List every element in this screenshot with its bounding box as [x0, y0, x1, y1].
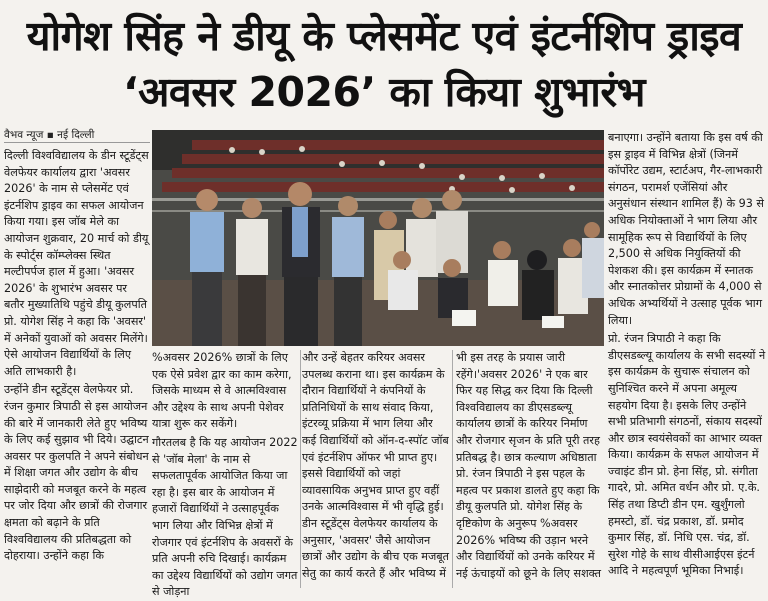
headline-line-1: योगेश सिंह ने डीयू के प्लेसमेंट एवं इंटर्नशिप ड्राइव [26, 12, 742, 60]
event-photo-illustration [152, 130, 604, 346]
event-photo [152, 130, 604, 346]
article-column-4 [456, 350, 604, 588]
paragraph: %अवसर 2026% छात्रों के लिए एक ऐसे प्रवेश द्वार का काम करेगा, जिसके माध्यम से वे आत्मविश्वास और उद्देश्य के साथ अपनी पेशेवर यात्रा शुरू कर सकेंगे। [152, 351, 292, 431]
paragraph: प्रो. रंजन त्रिपाठी ने कहा कि डीएसडब्ल्यू कार्यालय के सभी सदस्यों ने इस कार्यक्रम के सुचारू संचालन को सुनिश्चित करने में अपना अमूल्य सहयोग दिया है। इसके लिए उन्होंने सभी प्रतिभागी संगठनों, संकाय सदस्यों और छात्र स्वयंसेवकों का आभार व्यक्त किया। कार्यक्रम के सफल आयोजन में ज्वाइंट डीन प्रो. हेना सिंह, प्रो. संगीता गादरे, प्रो. अमित वर्धन और प्रो. ए.के. सिंह तथा डिप्टी डीन एम. खुर्शुंगलो हमस्टो, डॉ. चंद्र प्रकाश, डॉ. प्रमोद कुमार सिंह, डॉ. निधि एस. चंद्र, डॉ. सुरेश गोहे के साथ वीसीआईएस इंटर्न आदि ने महत्वपूर्ण भूमिका निभाई। [608, 332, 766, 578]
column-divider [452, 350, 453, 588]
article-column-2 [152, 350, 298, 599]
column-divider [300, 350, 301, 588]
headline [0, 0, 768, 120]
headline-line-2: ‘अवसर 2026’ का किया शुभारंभ [123, 68, 645, 116]
paragraph: दिल्ली विश्वविद्यालय के डीन स्टूडेंट्स वेलफेयर कार्यालय द्वारा 'अवसर 2026' के नाम से प्लेसमेंट एवं इंटर्नशिप ड्राइव का सफल आयोजन किया गया। इस जॉब मेले का आयोजन शुक्रवार, 20 मार्च को डीयू के स्पोर्ट्स कॉम्प्लेक्स स्थित मल्टीपर्पज हाल में हुआ। 'अवसर 2026' के शुभारंभ अवसर पर बतौर मुख्यातिथि पहुंचे डीयू कुलपति प्रो. योगेश सिंह ने कहा कि 'अवसर' में अनेकों युवाओं को अवसर मिलेंगे। ऐसे आयोजन विद्यार्थियों के लिए अति लाभकारी है। [4, 149, 149, 378]
article-column-5 [608, 130, 768, 588]
dateline: वैभव न्यूज ▪ नई दिल्ली [4, 128, 150, 143]
paragraph: उन्होंने डीन स्टूडेंट्स वेलफेयर प्रो. रंजन कुमार त्रिपाठी से इस आयोजन की बारे में जानकारी लेते हुए भविष्य के लिए कई सुझाव भी दिये। उद्घाटन अवसर पर कुलपति ने अपने संबोधन में शिक्षा जगत और उद्योग के बीच साझेदारी को मजबूत करने के महत्व पर जोर दिया और छात्रों की रोजगार क्षमता को बढ़ाने के प्रति विश्वविद्यालय की प्रतिबद्धता को दोहराया। उन्होंने कहा कि [4, 383, 149, 563]
paragraph: भी इस तरह के प्रयास जारी रहेंगे।'अवसर 2026' ने एक बार फिर यह सिद्ध कर दिया कि दिल्ली विश्वविद्यालय का डीएसडब्ल्यू कार्यालय छात्रों के करियर निर्माण और रोजगार सृजन के प्रति पूरी तरह प्रतिबद्ध है। छात्र कल्याण अधिष्ठाता प्रो. रंजन त्रिपाठी ने इस पहल के महत्व पर प्रकाश डालते हुए कहा कि डीयू कुलपति प्रो. योगेश सिंह के दृष्टिकोण के अनुरूप %अवसर 2026% भविष्य की उड़ान भरने और विद्यार्थियों को उनके करियर में नई ऊंचाइयों को छूने के लिए सशक्त [456, 351, 602, 580]
paragraph: गौरतलब है कि यह आयोजन 2022 से 'जॉब मेला' के नाम से सफलतापूर्वक आयोजित किया जा रहा है। इस बार के आयोजन में हजारों विद्यार्थियों ने उत्साहपूर्वक भाग लिया और विभिन्न क्षेत्रों में रोजगार एवं इंटर्नशिप के अवसरों के प्रति अपनी रुचि दिखाई। कार्यक्रम का उद्देश्य विद्यार्थियों को उद्योग जगत से जोड़ना [152, 435, 298, 599]
paragraph: और उन्हें बेहतर करियर अवसर उपलब्ध कराना था। इस कार्यक्रम के दौरान विद्यार्थियों ने कंपनियों के प्रतिनिधियों के साथ संवाद किया, इंटरव्यू प्रक्रिया में भाग लिया और कई विद्यार्थियों को ऑन-द-स्पॉट जॉब एवं इंटर्नशिप ऑफर भी प्राप्त हुए। इससे विद्यार्थियों को जहां व्यावसायिक अनुभव प्राप्त हुए वहीं उनके आत्मविश्वास में भी वृद्धि हुई। डीन स्टूडेंट्स वेलफेयर कार्यालय के अनुसार, 'अवसर' जैसे आयोजन छात्रों और उद्योग के बीच एक मजबूत सेतु का कार्य करते हैं और भविष्य में [302, 351, 450, 580]
article-column-3 [302, 350, 450, 588]
paragraph: बनाएगा। उन्होंने बताया कि इस वर्ष की इस ड्राइव में विभिन्न क्षेत्रों (जिनमें कॉर्पोरेट उद्यम, स्टार्टअप, गैर-लाभकारी संगठन, परामर्श एजेंसियां और अनुसंधान संस्थान शामिल हैं) के 93 से अधिक नियोक्ताओं ने भाग लिया और सामूहिक रूप से विद्यार्थियों के लिए 2,500 से अधिक नियुक्तियों की पेशकश की। इस कार्यक्रम में स्नातक और स्नातकोत्तर प्रोग्रामों के 4,000 से अधिक अभ्यर्थियों ने उत्साह पूर्वक भाग लिया। [608, 131, 764, 327]
article-column-1 [4, 148, 150, 588]
